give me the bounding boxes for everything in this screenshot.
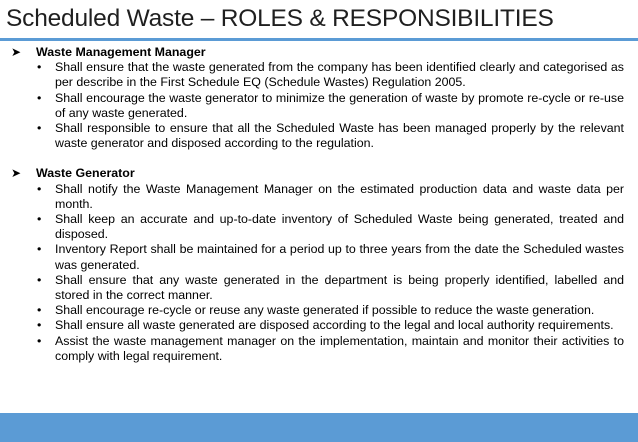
list-item xyxy=(0,334,638,364)
section-heading: Waste Management Manager xyxy=(36,45,206,59)
list-item xyxy=(0,60,638,90)
list-item xyxy=(0,182,638,212)
list-item-text: Inventory Report shall be maintained for a period up to three years from the date the Scheduled wastes was generated. xyxy=(55,242,624,272)
list-item-text: Shall ensure that the waste generated from the company has been identified clearly and categorised as per describe in the First Schedule EQ (Schedule Wastes) Regulation 2005. xyxy=(55,60,624,90)
content-area xyxy=(0,45,638,364)
list-item-text: Shall keep an accurate and up-to-date inventory of Scheduled Waste being generated, treated and disposed. xyxy=(55,212,624,242)
list-item xyxy=(0,303,638,318)
dot-bullet-icon: • xyxy=(37,303,42,318)
list-item-text: Shall encourage the waste generator to minimize the generation of waste by promote re-cycle or re-use of any waste generated. xyxy=(55,90,624,120)
list-item xyxy=(0,273,638,303)
list-item-text: Shall encourage re-cycle or reuse any waste generated if possible to reduce the waste generation. xyxy=(55,303,595,318)
title-underline xyxy=(0,38,638,41)
section-heading-row xyxy=(0,166,638,181)
dot-bullet-icon: • xyxy=(37,242,42,257)
list-item xyxy=(0,121,638,151)
list-item-text: Assist the waste management manager on the implementation, maintain and monitor their activities to comply with legal requirement. xyxy=(55,333,624,363)
page-title: Scheduled Waste – ROLES & RESPONSIBILITIES xyxy=(6,5,554,32)
section-waste-generator xyxy=(0,166,638,364)
dot-bullet-icon: • xyxy=(37,90,42,105)
section-heading: Waste Generator xyxy=(36,166,135,181)
dot-bullet-icon: • xyxy=(37,60,42,75)
bullet-list xyxy=(0,60,638,151)
dot-bullet-icon: • xyxy=(37,181,42,196)
dot-bullet-icon: • xyxy=(37,212,42,226)
section-heading-row xyxy=(0,45,638,60)
list-item-text: Shall ensure all waste generated are disposed according to the legal and local authority requirements. xyxy=(55,318,614,333)
section-waste-management-manager xyxy=(0,45,638,151)
bullet-list xyxy=(0,182,638,364)
footer-bar xyxy=(0,413,638,442)
dot-bullet-icon: • xyxy=(37,121,42,135)
dot-bullet-icon: • xyxy=(37,272,42,287)
list-item-text: Shall responsible to ensure that all the Scheduled Waste has been managed properly by the relevant waste generator and disposed according to the regulation. xyxy=(55,121,624,151)
arrowhead-bullet-icon: ➤ xyxy=(11,45,22,59)
list-item xyxy=(0,242,638,272)
dot-bullet-icon: • xyxy=(37,333,42,348)
list-item-text: Shall ensure that any waste generated in the department is being properly identified, labelled and stored in the correct manner. xyxy=(55,272,624,303)
list-item-text: Shall notify the Waste Management Manager on the estimated production data and waste data per month. xyxy=(55,181,624,211)
list-item xyxy=(0,212,638,242)
list-item xyxy=(0,318,638,333)
arrowhead-bullet-icon: ➤ xyxy=(11,166,22,181)
dot-bullet-icon: • xyxy=(37,318,42,333)
list-item xyxy=(0,91,638,121)
